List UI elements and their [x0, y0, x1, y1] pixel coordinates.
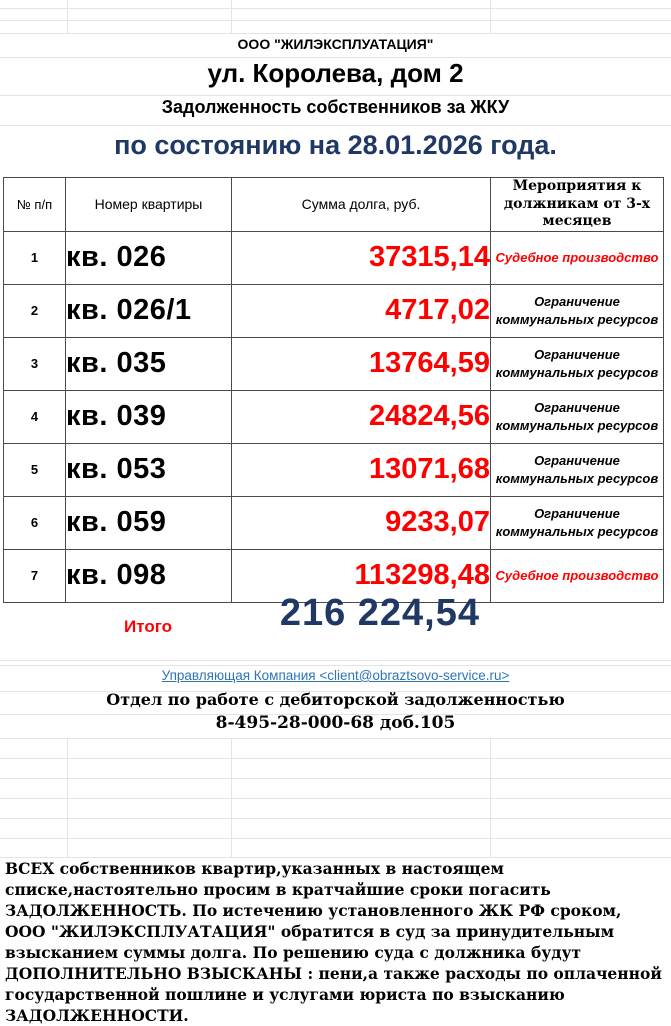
- grid-line: [0, 95, 671, 96]
- table-header-row: [4, 178, 664, 232]
- debt-cell: 24824,56: [232, 390, 491, 443]
- row-number: 3: [4, 337, 66, 390]
- table-row: [4, 284, 664, 337]
- apartment-cell: кв. 098: [66, 549, 232, 602]
- action-cell: Судебное производство: [491, 549, 664, 602]
- action-cell: Ограничение коммунальных ресурсов: [491, 390, 664, 443]
- grid-line: [0, 125, 671, 126]
- action-cell: Ограничение коммунальных ресурсов: [491, 443, 664, 496]
- col-header-action: Мероприятия к должникам от 3-х месяцев: [491, 178, 664, 232]
- grid-line: [0, 738, 671, 739]
- row-number: 6: [4, 496, 66, 549]
- debt-cell: 37315,14: [232, 231, 491, 284]
- col-header-debt: Сумма долга, руб.: [232, 178, 491, 232]
- table-row: [4, 390, 664, 443]
- debt-cell: 4717,02: [232, 284, 491, 337]
- grid-line: [0, 33, 671, 34]
- debt-cell: 9233,07: [232, 496, 491, 549]
- action-cell: Ограничение коммунальных ресурсов: [491, 337, 664, 390]
- table-row: [4, 496, 664, 549]
- grid-line: [67, 738, 68, 857]
- grid-line: [231, 738, 232, 857]
- department-line: Отдел по работе с дебиторской задолженностью: [106, 690, 565, 709]
- table-row: [4, 231, 664, 284]
- report-subtitle: Задолженность собственников за ЖКУ: [161, 97, 510, 117]
- apartment-cell: кв. 053: [66, 443, 232, 496]
- row-number: 5: [4, 443, 66, 496]
- grid-line: [231, 0, 232, 33]
- grid-line: [67, 0, 68, 33]
- action-cell: Судебное производство: [491, 231, 664, 284]
- phone-line: 8-495-28-000-68 доб.105: [215, 713, 456, 733]
- table-row: [4, 337, 664, 390]
- debt-cell: 113298,48: [232, 549, 491, 602]
- row-number: 2: [4, 284, 66, 337]
- action-cell: Ограничение коммунальных ресурсов: [491, 284, 664, 337]
- apartment-cell: кв. 059: [66, 496, 232, 549]
- total-label: Итого: [124, 617, 172, 636]
- grid-line: [0, 798, 671, 799]
- notice-paragraph: ВСЕХ собственников квартир,указанных в настоящем списке,настоятельно просим в кратчайшие сроки погасить ЗАДОЛЖЕННОСТЬ. По истечению установленного ЖК РФ сроком, ООО "ЖИЛЭКСПЛУАТАЦИЯ" обратится в суд за принудительным взысканием суммы долга. По решению суда с должника будут ДОПОЛНИТЕЛЬНО ВЗЫСКАНЫ : пени,а также расходы по оплаченной государственной пошлине и услугами юриста по взысканию ЗАДОЛЖЕННОСТИ.: [5, 859, 662, 1025]
- apartment-cell: кв. 039: [66, 390, 232, 443]
- company-name: ООО "ЖИЛЭКСПЛУАТАЦИЯ": [237, 36, 434, 52]
- table-row: [4, 443, 664, 496]
- action-cell: Ограничение коммунальных ресурсов: [491, 496, 664, 549]
- report-date-title: по состоянию на 28.01.2026 года.: [114, 130, 557, 160]
- apartment-cell: кв. 035: [66, 337, 232, 390]
- total-value: 216 224,54: [279, 592, 480, 634]
- grid-line: [0, 758, 671, 759]
- address-title: ул. Королева, дом 2: [207, 58, 464, 88]
- apartment-cell: кв. 026: [66, 231, 232, 284]
- grid-line: [0, 8, 671, 9]
- grid-line: [0, 818, 671, 819]
- col-header-num: № п/п: [4, 178, 66, 232]
- row-number: 4: [4, 390, 66, 443]
- grid-line: [490, 738, 491, 857]
- debt-cell: 13764,59: [232, 337, 491, 390]
- grid-line: [0, 838, 671, 839]
- apartment-cell: кв. 026/1: [66, 284, 232, 337]
- row-number: 1: [4, 231, 66, 284]
- management-company-link[interactable]: Управляющая Компания <client@obraztsovo-service.ru>: [161, 668, 510, 683]
- grid-line: [0, 778, 671, 779]
- grid-line: [0, 660, 671, 661]
- grid-line: [0, 665, 671, 666]
- contact-link-line: [0, 668, 671, 683]
- row-number: 7: [4, 549, 66, 602]
- col-header-apartment: Номер квартиры: [66, 178, 232, 232]
- grid-line: [0, 20, 671, 21]
- grid-line: [490, 0, 491, 33]
- debt-cell: 13071,68: [232, 443, 491, 496]
- debt-table: [3, 177, 664, 603]
